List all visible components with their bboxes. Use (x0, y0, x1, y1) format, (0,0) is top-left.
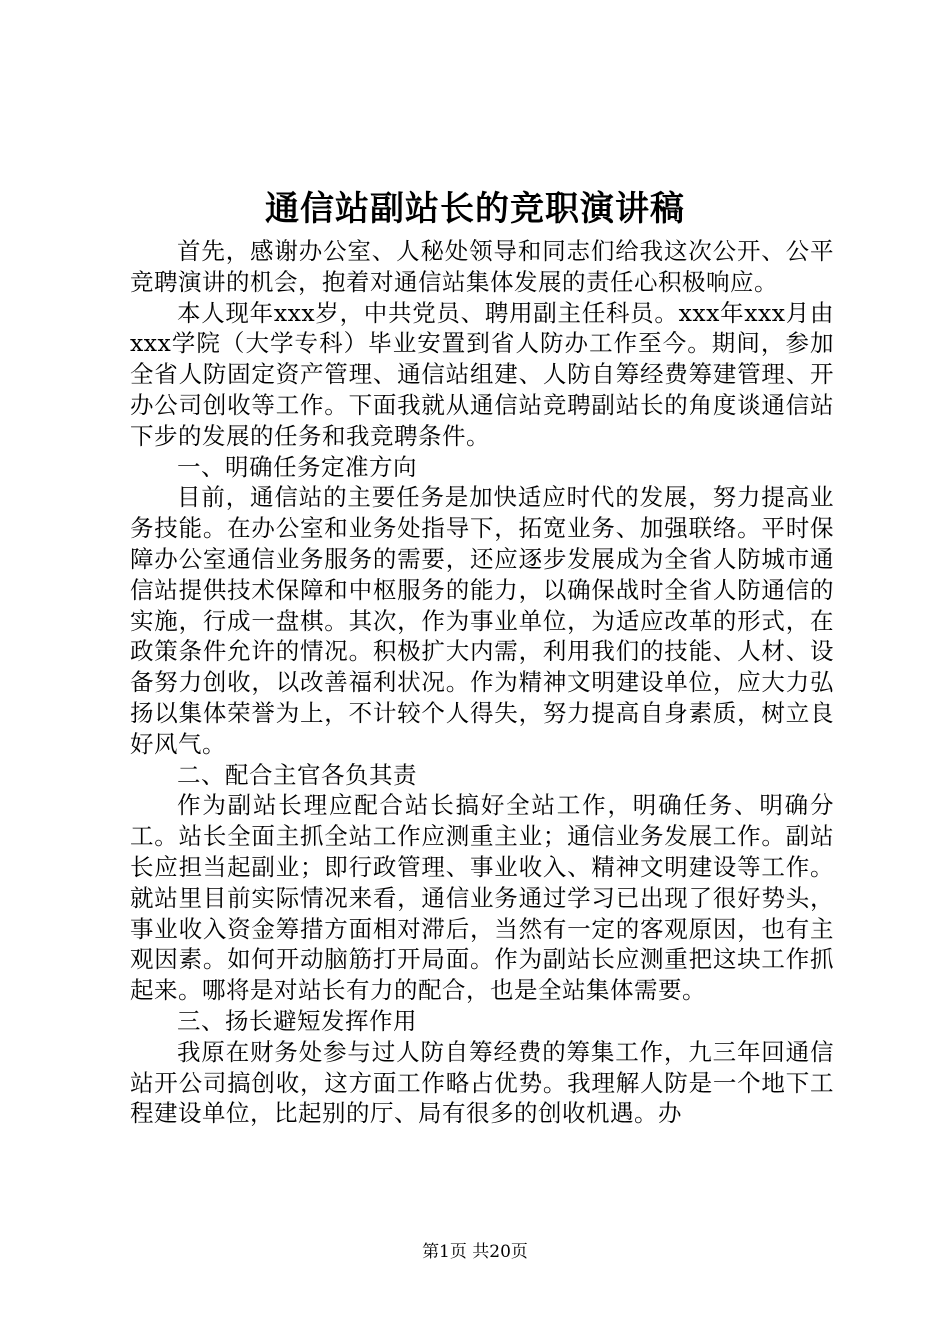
section-heading-1: 一、明确任务定准方向 (177, 452, 417, 481)
page-number-footer: 第1页 共20页 (422, 1242, 528, 1262)
section-heading-3: 三、扬长避短发挥作用 (177, 1006, 417, 1035)
paragraph-self-introduction: 本人现年xxx岁，中共党员、聘用副主任科员。xxx年xxx月由xxx学院（大学专科）毕业安置到省人防办工作至今。期间，参加全省人防固定资产管理、通信站组建、人防自筹经费筹建管理、开办公司创收等工作。下面我就从通信站竞聘副站长的角度谈通信站下步的发展的任务和我竞聘条件。 (130, 298, 834, 450)
paragraph-intro: 首先，感谢办公室、人秘处领导和同志们给我这次公开、公平竞聘演讲的机会，抱着对通信站集体发展的责任心积极响应。 (130, 237, 834, 296)
paragraph-section-1: 目前，通信站的主要任务是加快适应时代的发展，努力提高业务技能。在办公室和业务处指导下，拓宽业务、加强联络。平时保障办公室通信业务服务的需要，还应逐步发展成为全省人防城市通信站提供技术保障和中枢服务的能力，以确保战时全省人防通信的实施，行成一盘棋。其次，作为事业单位，为适应改革的形式，在政策条件允许的情况。积极扩大内需，利用我们的技能、人材、设备努力创收，以改善福利状况。作为精神文明建设单位，应大力弘扬以集体荣誉为上，不计较个人得失，努力提高自身素质，树立良好风气。 (130, 483, 834, 758)
document-body (130, 236, 834, 1129)
document-title: 通信站副站长的竞职演讲稿 (265, 189, 685, 229)
section-heading-2: 二、配合主官各负其责 (177, 760, 417, 789)
paragraph-section-3: 我原在财务处参与过人防自筹经费的筹集工作，九三年回通信站开公司搞创收，这方面工作略占优势。我理解人防是一个地下工程建设单位，比起别的厅、局有很多的创收机遇。办 (130, 1037, 834, 1128)
paragraph-section-2: 作为副站长理应配合站长搞好全站工作，明确任务、明确分工。站长全面主抓全站工作应测重主业；通信业务发展工作。副站长应担当起副业；即行政管理、事业收入、精神文明建设等工作。就站里目前实际情况来看，通信业务通过学习已出现了很好势头，事业收入资金筹措方面相对滞后，当然有一定的客观原因，也有主观因素。如何开动脑筋打开局面。作为副站长应测重把这块工作抓起来。哪将是对站长有力的配合，也是全站集体需要。 (130, 791, 834, 1005)
